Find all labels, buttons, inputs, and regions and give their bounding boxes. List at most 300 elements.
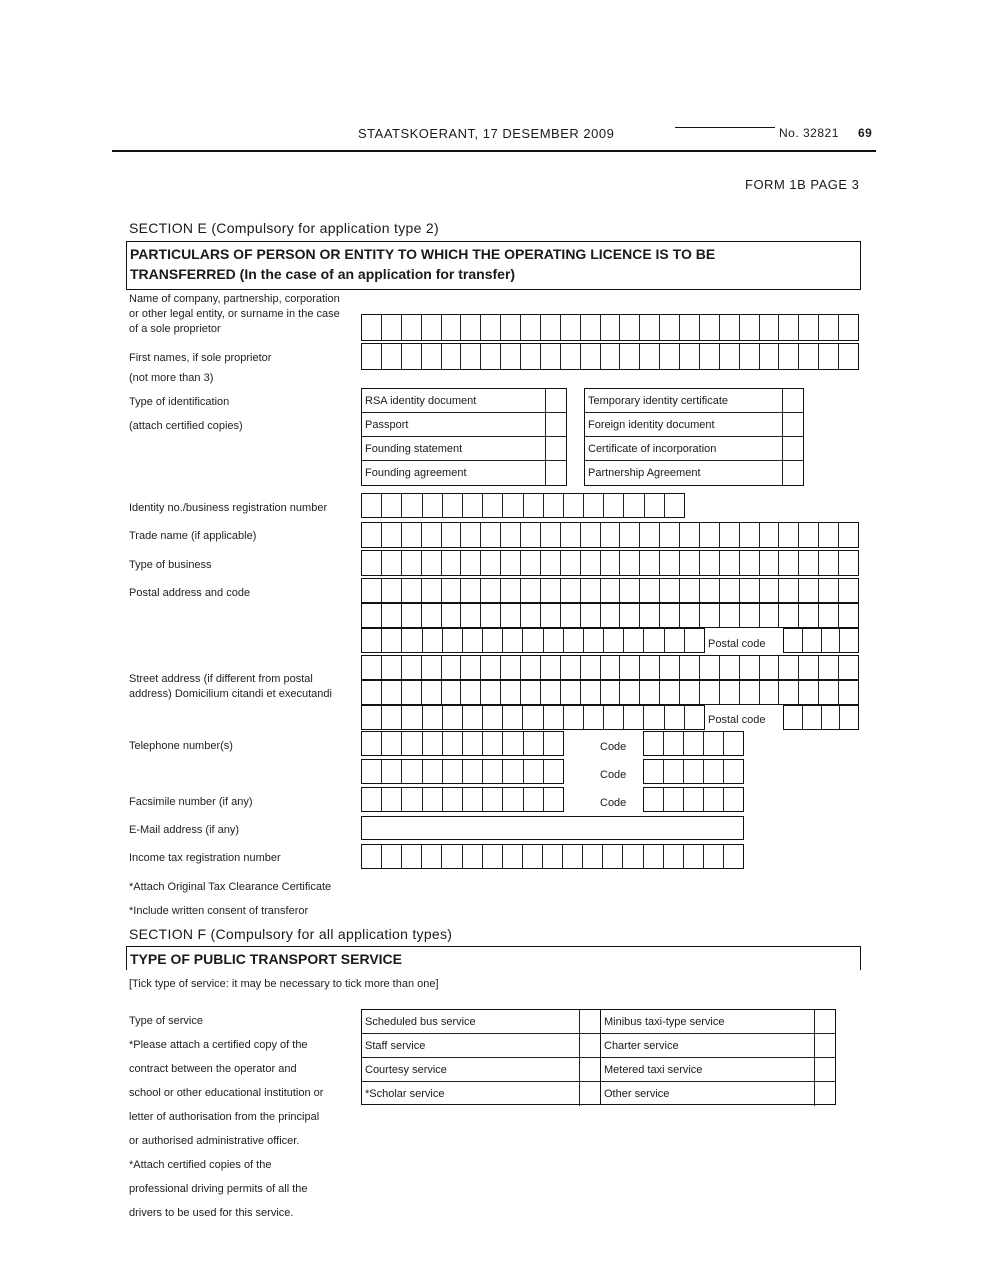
- char-box[interactable]: [461, 551, 481, 575]
- tick-box[interactable]: [545, 461, 566, 485]
- char-box[interactable]: [660, 551, 680, 575]
- char-box[interactable]: [803, 706, 822, 729]
- char-box[interactable]: [685, 629, 704, 652]
- char-box[interactable]: [422, 523, 442, 547]
- char-box[interactable]: [402, 656, 422, 679]
- char-box[interactable]: [799, 344, 819, 369]
- char-box[interactable]: [799, 551, 819, 575]
- char-box[interactable]: [481, 315, 501, 340]
- char-box[interactable]: [422, 845, 442, 868]
- char-box[interactable]: [644, 845, 664, 868]
- char-box[interactable]: [481, 656, 501, 679]
- char-box[interactable]: [461, 579, 481, 602]
- char-box[interactable]: [461, 656, 481, 679]
- char-box[interactable]: [601, 681, 621, 704]
- char-box[interactable]: [684, 788, 704, 811]
- char-box[interactable]: [382, 523, 402, 547]
- char-box[interactable]: [564, 706, 584, 729]
- char-box[interactable]: [660, 523, 680, 547]
- char-box[interactable]: [644, 732, 664, 755]
- char-box[interactable]: [382, 788, 402, 811]
- id-option-passport[interactable]: [362, 413, 566, 437]
- char-box[interactable]: [561, 551, 581, 575]
- char-box[interactable]: [704, 788, 724, 811]
- char-box[interactable]: [422, 315, 442, 340]
- char-box[interactable]: [443, 494, 463, 517]
- first-names-boxes[interactable]: [361, 343, 859, 370]
- service-option-other[interactable]: [601, 1082, 835, 1106]
- char-box[interactable]: [760, 551, 780, 575]
- id-option-temporary[interactable]: [585, 389, 803, 413]
- email-field[interactable]: [361, 816, 744, 840]
- char-box[interactable]: [760, 579, 780, 602]
- char-box[interactable]: [581, 551, 601, 575]
- char-box[interactable]: [581, 681, 601, 704]
- char-box[interactable]: [680, 656, 700, 679]
- char-box[interactable]: [604, 706, 624, 729]
- char-box[interactable]: [822, 629, 841, 652]
- char-box[interactable]: [402, 629, 422, 652]
- postal-code-boxes[interactable]: [783, 628, 859, 653]
- char-box[interactable]: [581, 315, 601, 340]
- char-box[interactable]: [583, 845, 603, 868]
- char-box[interactable]: [720, 344, 740, 369]
- char-box[interactable]: [442, 315, 462, 340]
- tick-box[interactable]: [579, 1034, 600, 1057]
- char-box[interactable]: [819, 551, 839, 575]
- char-box[interactable]: [819, 344, 839, 369]
- tick-box[interactable]: [814, 1034, 835, 1057]
- char-box[interactable]: [422, 344, 442, 369]
- telephone-boxes-2[interactable]: [361, 759, 564, 784]
- tick-box[interactable]: [814, 1010, 835, 1033]
- id-option-partnership[interactable]: [585, 461, 803, 485]
- char-box[interactable]: [620, 604, 640, 627]
- char-box[interactable]: [620, 315, 640, 340]
- char-box[interactable]: [564, 629, 584, 652]
- char-box[interactable]: [584, 706, 604, 729]
- char-box[interactable]: [541, 315, 561, 340]
- char-box[interactable]: [644, 760, 664, 783]
- char-box[interactable]: [839, 523, 858, 547]
- char-box[interactable]: [561, 604, 581, 627]
- tick-box[interactable]: [782, 461, 803, 485]
- char-box[interactable]: [521, 604, 541, 627]
- tick-box[interactable]: [545, 389, 566, 412]
- char-box[interactable]: [463, 494, 483, 517]
- char-box[interactable]: [822, 706, 841, 729]
- tick-box[interactable]: [579, 1082, 600, 1106]
- id-option-rsa[interactable]: [362, 389, 566, 413]
- char-box[interactable]: [620, 551, 640, 575]
- char-box[interactable]: [422, 656, 442, 679]
- char-box[interactable]: [740, 681, 760, 704]
- char-box[interactable]: [720, 656, 740, 679]
- char-box[interactable]: [680, 523, 700, 547]
- char-box[interactable]: [521, 579, 541, 602]
- service-option-staff[interactable]: [362, 1034, 600, 1058]
- char-box[interactable]: [541, 681, 561, 704]
- service-option-metered-taxi[interactable]: [601, 1058, 835, 1082]
- char-box[interactable]: [740, 523, 760, 547]
- char-box[interactable]: [362, 551, 382, 575]
- char-box[interactable]: [544, 760, 563, 783]
- char-box[interactable]: [760, 523, 780, 547]
- char-box[interactable]: [442, 523, 462, 547]
- char-box[interactable]: [603, 845, 623, 868]
- char-box[interactable]: [640, 579, 660, 602]
- char-box[interactable]: [422, 551, 442, 575]
- id-option-foreign[interactable]: [585, 413, 803, 437]
- char-box[interactable]: [442, 551, 462, 575]
- char-box[interactable]: [724, 732, 743, 755]
- char-box[interactable]: [362, 845, 382, 868]
- char-box[interactable]: [645, 494, 665, 517]
- char-box[interactable]: [541, 604, 561, 627]
- char-box[interactable]: [620, 523, 640, 547]
- char-box[interactable]: [501, 656, 521, 679]
- char-box[interactable]: [382, 656, 402, 679]
- char-box[interactable]: [680, 551, 700, 575]
- char-box[interactable]: [819, 681, 839, 704]
- char-box[interactable]: [561, 315, 581, 340]
- char-box[interactable]: [799, 656, 819, 679]
- char-box[interactable]: [839, 344, 858, 369]
- char-box[interactable]: [463, 706, 483, 729]
- char-box[interactable]: [501, 579, 521, 602]
- tick-box[interactable]: [545, 437, 566, 460]
- char-box[interactable]: [541, 344, 561, 369]
- char-box[interactable]: [442, 845, 462, 868]
- char-box[interactable]: [581, 656, 601, 679]
- char-box[interactable]: [700, 656, 720, 679]
- tick-box[interactable]: [579, 1010, 600, 1033]
- char-box[interactable]: [839, 551, 858, 575]
- char-box[interactable]: [544, 732, 563, 755]
- char-box[interactable]: [382, 344, 402, 369]
- char-box[interactable]: [483, 788, 503, 811]
- street-postal-code-boxes[interactable]: [783, 705, 859, 730]
- telephone-boxes-1[interactable]: [361, 731, 564, 756]
- char-box[interactable]: [443, 732, 463, 755]
- char-box[interactable]: [402, 845, 422, 868]
- char-box[interactable]: [724, 788, 743, 811]
- char-box[interactable]: [601, 656, 621, 679]
- char-box[interactable]: [461, 523, 481, 547]
- char-box[interactable]: [402, 494, 422, 517]
- char-box[interactable]: [523, 629, 543, 652]
- char-box[interactable]: [704, 845, 724, 868]
- fax-boxes[interactable]: [361, 787, 564, 812]
- telephone-code-boxes-2[interactable]: [643, 759, 744, 784]
- char-box[interactable]: [660, 315, 680, 340]
- char-box[interactable]: [564, 494, 584, 517]
- char-box[interactable]: [700, 681, 720, 704]
- char-box[interactable]: [423, 760, 443, 783]
- char-box[interactable]: [541, 551, 561, 575]
- char-box[interactable]: [543, 845, 563, 868]
- char-box[interactable]: [680, 604, 700, 627]
- char-box[interactable]: [521, 344, 541, 369]
- char-box[interactable]: [561, 523, 581, 547]
- char-box[interactable]: [524, 494, 544, 517]
- char-box[interactable]: [720, 315, 740, 340]
- char-box[interactable]: [503, 494, 523, 517]
- char-box[interactable]: [442, 681, 462, 704]
- char-box[interactable]: [521, 551, 541, 575]
- char-box[interactable]: [601, 551, 621, 575]
- char-box[interactable]: [680, 681, 700, 704]
- char-box[interactable]: [362, 788, 382, 811]
- char-box[interactable]: [382, 732, 402, 755]
- char-box[interactable]: [601, 344, 621, 369]
- char-box[interactable]: [481, 681, 501, 704]
- char-box[interactable]: [779, 579, 799, 602]
- char-box[interactable]: [581, 523, 601, 547]
- char-box[interactable]: [720, 523, 740, 547]
- char-box[interactable]: [700, 315, 720, 340]
- char-box[interactable]: [443, 629, 463, 652]
- char-box[interactable]: [581, 579, 601, 602]
- char-box[interactable]: [799, 315, 819, 340]
- char-box[interactable]: [402, 788, 422, 811]
- char-box[interactable]: [481, 604, 501, 627]
- char-box[interactable]: [724, 845, 743, 868]
- char-box[interactable]: [784, 706, 803, 729]
- char-box[interactable]: [524, 732, 544, 755]
- char-box[interactable]: [664, 788, 684, 811]
- char-box[interactable]: [665, 706, 685, 729]
- char-box[interactable]: [382, 845, 402, 868]
- char-box[interactable]: [362, 494, 382, 517]
- char-box[interactable]: [461, 604, 481, 627]
- char-box[interactable]: [779, 656, 799, 679]
- char-box[interactable]: [541, 523, 561, 547]
- char-box[interactable]: [601, 523, 621, 547]
- char-box[interactable]: [760, 344, 780, 369]
- char-box[interactable]: [700, 579, 720, 602]
- char-box[interactable]: [604, 629, 624, 652]
- char-box[interactable]: [423, 732, 443, 755]
- char-box[interactable]: [544, 788, 563, 811]
- service-option-courtesy[interactable]: [362, 1058, 600, 1082]
- char-box[interactable]: [640, 604, 660, 627]
- char-box[interactable]: [463, 788, 483, 811]
- char-box[interactable]: [382, 681, 402, 704]
- char-box[interactable]: [584, 629, 604, 652]
- char-box[interactable]: [660, 579, 680, 602]
- char-box[interactable]: [362, 629, 382, 652]
- char-box[interactable]: [442, 579, 462, 602]
- char-box[interactable]: [720, 551, 740, 575]
- char-box[interactable]: [799, 604, 819, 627]
- char-box[interactable]: [382, 760, 402, 783]
- postal-address-boxes-1[interactable]: [361, 578, 859, 603]
- char-box[interactable]: [443, 706, 463, 729]
- char-box[interactable]: [521, 681, 541, 704]
- char-box[interactable]: [644, 788, 664, 811]
- char-box[interactable]: [581, 344, 601, 369]
- tick-box[interactable]: [814, 1082, 835, 1106]
- service-option-minibus-taxi[interactable]: [601, 1010, 835, 1034]
- char-box[interactable]: [402, 315, 422, 340]
- char-box[interactable]: [581, 604, 601, 627]
- service-option-scholar[interactable]: [362, 1082, 600, 1106]
- char-box[interactable]: [740, 604, 760, 627]
- char-box[interactable]: [819, 315, 839, 340]
- char-box[interactable]: [624, 629, 644, 652]
- char-box[interactable]: [402, 523, 422, 547]
- idno-boxes[interactable]: [361, 493, 685, 518]
- char-box[interactable]: [799, 579, 819, 602]
- char-box[interactable]: [524, 788, 544, 811]
- char-box[interactable]: [483, 629, 503, 652]
- char-box[interactable]: [819, 656, 839, 679]
- char-box[interactable]: [664, 845, 684, 868]
- char-box[interactable]: [740, 344, 760, 369]
- char-box[interactable]: [521, 315, 541, 340]
- char-box[interactable]: [640, 681, 660, 704]
- char-box[interactable]: [664, 760, 684, 783]
- char-box[interactable]: [685, 706, 704, 729]
- char-box[interactable]: [601, 604, 621, 627]
- char-box[interactable]: [644, 706, 664, 729]
- char-box[interactable]: [423, 494, 443, 517]
- char-box[interactable]: [624, 494, 644, 517]
- postal-address-boxes-3[interactable]: [361, 628, 705, 653]
- id-option-founding-statement[interactable]: [362, 437, 566, 461]
- char-box[interactable]: [463, 732, 483, 755]
- char-box[interactable]: [839, 656, 858, 679]
- fax-code-boxes[interactable]: [643, 787, 744, 812]
- street-address-boxes-2[interactable]: [361, 680, 859, 705]
- char-box[interactable]: [684, 732, 704, 755]
- char-box[interactable]: [362, 681, 382, 704]
- char-box[interactable]: [584, 494, 604, 517]
- char-box[interactable]: [544, 494, 564, 517]
- char-box[interactable]: [362, 604, 382, 627]
- char-box[interactable]: [422, 681, 442, 704]
- char-box[interactable]: [382, 551, 402, 575]
- char-box[interactable]: [362, 315, 382, 340]
- char-box[interactable]: [503, 760, 523, 783]
- char-box[interactable]: [501, 551, 521, 575]
- char-box[interactable]: [740, 551, 760, 575]
- tick-box[interactable]: [782, 389, 803, 412]
- char-box[interactable]: [700, 344, 720, 369]
- char-box[interactable]: [461, 315, 481, 340]
- char-box[interactable]: [840, 629, 858, 652]
- char-box[interactable]: [601, 579, 621, 602]
- char-box[interactable]: [839, 579, 858, 602]
- trade-name-boxes[interactable]: [361, 522, 859, 548]
- char-box[interactable]: [803, 629, 822, 652]
- char-box[interactable]: [442, 604, 462, 627]
- char-box[interactable]: [362, 579, 382, 602]
- char-box[interactable]: [819, 579, 839, 602]
- char-box[interactable]: [423, 706, 443, 729]
- char-box[interactable]: [704, 732, 724, 755]
- char-box[interactable]: [561, 681, 581, 704]
- char-box[interactable]: [483, 732, 503, 755]
- char-box[interactable]: [664, 732, 684, 755]
- char-box[interactable]: [720, 681, 740, 704]
- char-box[interactable]: [481, 344, 501, 369]
- char-box[interactable]: [839, 315, 858, 340]
- char-box[interactable]: [561, 656, 581, 679]
- char-box[interactable]: [483, 845, 503, 868]
- char-box[interactable]: [463, 629, 483, 652]
- char-box[interactable]: [700, 523, 720, 547]
- char-box[interactable]: [680, 344, 700, 369]
- business-type-boxes[interactable]: [361, 550, 859, 576]
- char-box[interactable]: [481, 523, 501, 547]
- service-option-scheduled-bus[interactable]: [362, 1010, 600, 1034]
- char-box[interactable]: [563, 845, 583, 868]
- tick-box[interactable]: [782, 437, 803, 460]
- char-box[interactable]: [423, 788, 443, 811]
- char-box[interactable]: [483, 706, 503, 729]
- tick-box[interactable]: [814, 1058, 835, 1081]
- street-address-boxes-1[interactable]: [361, 655, 859, 680]
- char-box[interactable]: [521, 656, 541, 679]
- char-box[interactable]: [402, 551, 422, 575]
- char-box[interactable]: [779, 523, 799, 547]
- char-box[interactable]: [760, 656, 780, 679]
- char-box[interactable]: [362, 344, 382, 369]
- char-box[interactable]: [382, 629, 402, 652]
- char-box[interactable]: [463, 760, 483, 783]
- char-box[interactable]: [501, 315, 521, 340]
- char-box[interactable]: [740, 656, 760, 679]
- char-box[interactable]: [501, 681, 521, 704]
- char-box[interactable]: [442, 344, 462, 369]
- id-option-incorporation[interactable]: [585, 437, 803, 461]
- char-box[interactable]: [463, 845, 483, 868]
- street-address-boxes-3[interactable]: [361, 705, 705, 730]
- char-box[interactable]: [402, 604, 422, 627]
- char-box[interactable]: [740, 579, 760, 602]
- char-box[interactable]: [382, 604, 402, 627]
- char-box[interactable]: [362, 706, 382, 729]
- tick-box[interactable]: [545, 413, 566, 436]
- char-box[interactable]: [503, 845, 523, 868]
- char-box[interactable]: [544, 706, 564, 729]
- char-box[interactable]: [503, 706, 523, 729]
- char-box[interactable]: [660, 344, 680, 369]
- char-box[interactable]: [720, 604, 740, 627]
- char-box[interactable]: [680, 579, 700, 602]
- char-box[interactable]: [665, 494, 684, 517]
- char-box[interactable]: [779, 315, 799, 340]
- char-box[interactable]: [660, 681, 680, 704]
- char-box[interactable]: [362, 523, 382, 547]
- char-box[interactable]: [402, 579, 422, 602]
- char-box[interactable]: [620, 681, 640, 704]
- char-box[interactable]: [601, 315, 621, 340]
- char-box[interactable]: [524, 760, 544, 783]
- char-box[interactable]: [521, 523, 541, 547]
- char-box[interactable]: [700, 604, 720, 627]
- char-box[interactable]: [483, 760, 503, 783]
- char-box[interactable]: [779, 551, 799, 575]
- char-box[interactable]: [501, 523, 521, 547]
- char-box[interactable]: [799, 681, 819, 704]
- tick-box[interactable]: [579, 1058, 600, 1081]
- char-box[interactable]: [660, 656, 680, 679]
- char-box[interactable]: [382, 494, 402, 517]
- char-box[interactable]: [541, 656, 561, 679]
